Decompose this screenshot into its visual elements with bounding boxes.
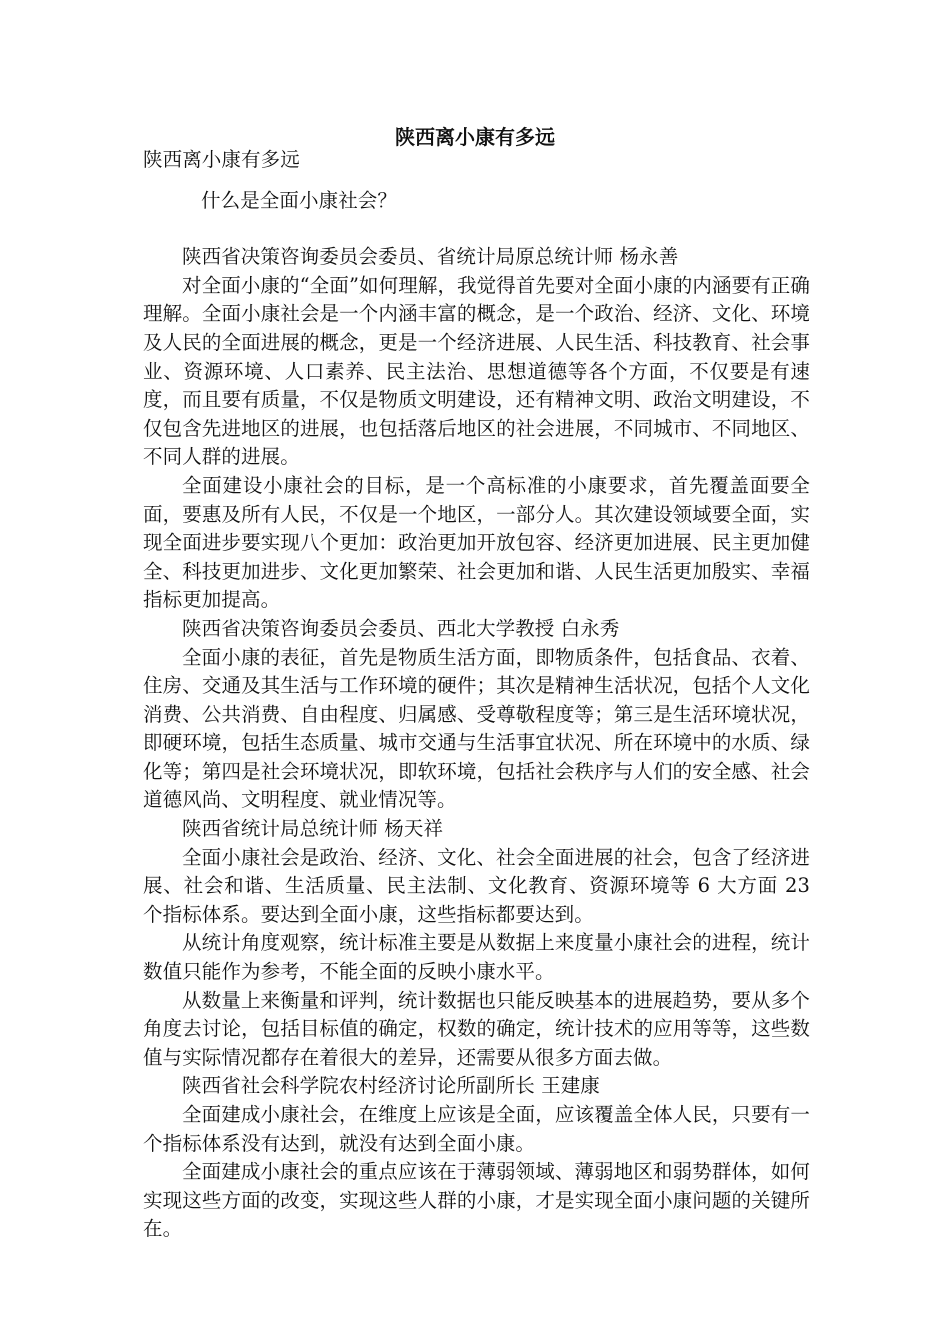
paragraph: 全面建成小康社会的重点应该在于薄弱领域、薄弱地区和弱势群体，如何实现这些方面的改变，实现这些人群的小康，才是实现全面小康问题的关键所在。 — [143, 1160, 810, 1241]
paragraph: 从统计角度观察，统计标准主要是从数据上来度量小康社会的进程，统计数值只能作为参考，不能全面的反映小康水平。 — [143, 931, 810, 984]
paragraph: 全面建成小康社会，在维度上应该是全面，应该覆盖全体人民，只要有一个指标体系没有达到，就没有达到全面小康。 — [143, 1103, 810, 1155]
paragraph: 对全面小康的“全面”如何理解，我觉得首先要对全面小康的内涵要有正确理解。全面小康社会是一个内涵丰富的概念，是一个政治、经济、文化、环境及人民的全面进展的概念，更是一个经济进展、人民生活、科技教育、社会事业、资源环境、人口素养、民主法治、思想道德等各个方面，不仅要是有速度，而且要有质量，不仅是物质文明建设，还有精神文明、政治文明建设，不仅包含先进地区的进展，也包括落后地区的社会进展，不同城市、不同地区、不同人群的进展。 — [143, 273, 810, 469]
document-subtitle: 陕西离小康有多远 — [143, 148, 300, 171]
author-line: 陕西省决策咨询委员会委员、西北大学教授 白永秀 — [182, 616, 620, 640]
author-line: 陕西省统计局总统计师 杨天祥 — [182, 817, 444, 841]
author-line: 陕西省决策咨询委员会委员、省统计局原总统计师 杨永善 — [182, 245, 679, 269]
blank-line — [143, 215, 810, 243]
paragraph: 全面建设小康社会的目标，是一个高标准的小康要求，首先覆盖面要全面，要惠及所有人民，不仅是一个地区，一部分人。其次建设领域要全面，实现全面进步要实现八个更加：政治更加开放包容、经济更加进展、民主更加健全、科技更加进步、文化更加繁荣、社会更加和谐、人民生活更加殷实、幸福指标更加提高。 — [143, 473, 810, 612]
author-line: 陕西省社会科学院农村经济讨论所副所长 王建康 — [182, 1074, 600, 1098]
paragraph: 从数量上来衡量和评判，统计数据也只能反映基本的进展趋势，要从多个角度去讨论，包括目标值的确定，权数的确定，统计技术的应用等等，这些数值与实际情况都存在着很大的差异，还需要从很多方面去做。 — [143, 988, 810, 1069]
section-question: 什么是全面小康社会？ — [201, 188, 398, 212]
document-body — [143, 146, 810, 1244]
paragraph: 全面小康社会是政治、经济、文化、社会全面进展的社会，包含了经济进展、社会和谐、生活质量、民主法制、文化教育、资源环境等 6 大方面 23 个指标体系。要达到全面小康，这些指标都要达到。 — [143, 845, 810, 926]
paragraph: 全面小康的表征，首先是物质生活方面，即物质条件，包括食品、衣着、住房、交通及其生活与工作环境的硬件；其次是精神生活状况，包括个人文化消费、公共消费、自由程度、归属感、受尊敬程度等；第三是生活环境状况，即硬环境，包括生态质量、城市交通与生活事宜状况、所在环境中的水质、绿化等；第四是社会环境状况，即软环境，包括社会秩序与人们的安全感、社会道德风尚、文明程度、就业情况等。 — [143, 645, 810, 812]
document-title: 陕西离小康有多远 — [395, 125, 555, 149]
